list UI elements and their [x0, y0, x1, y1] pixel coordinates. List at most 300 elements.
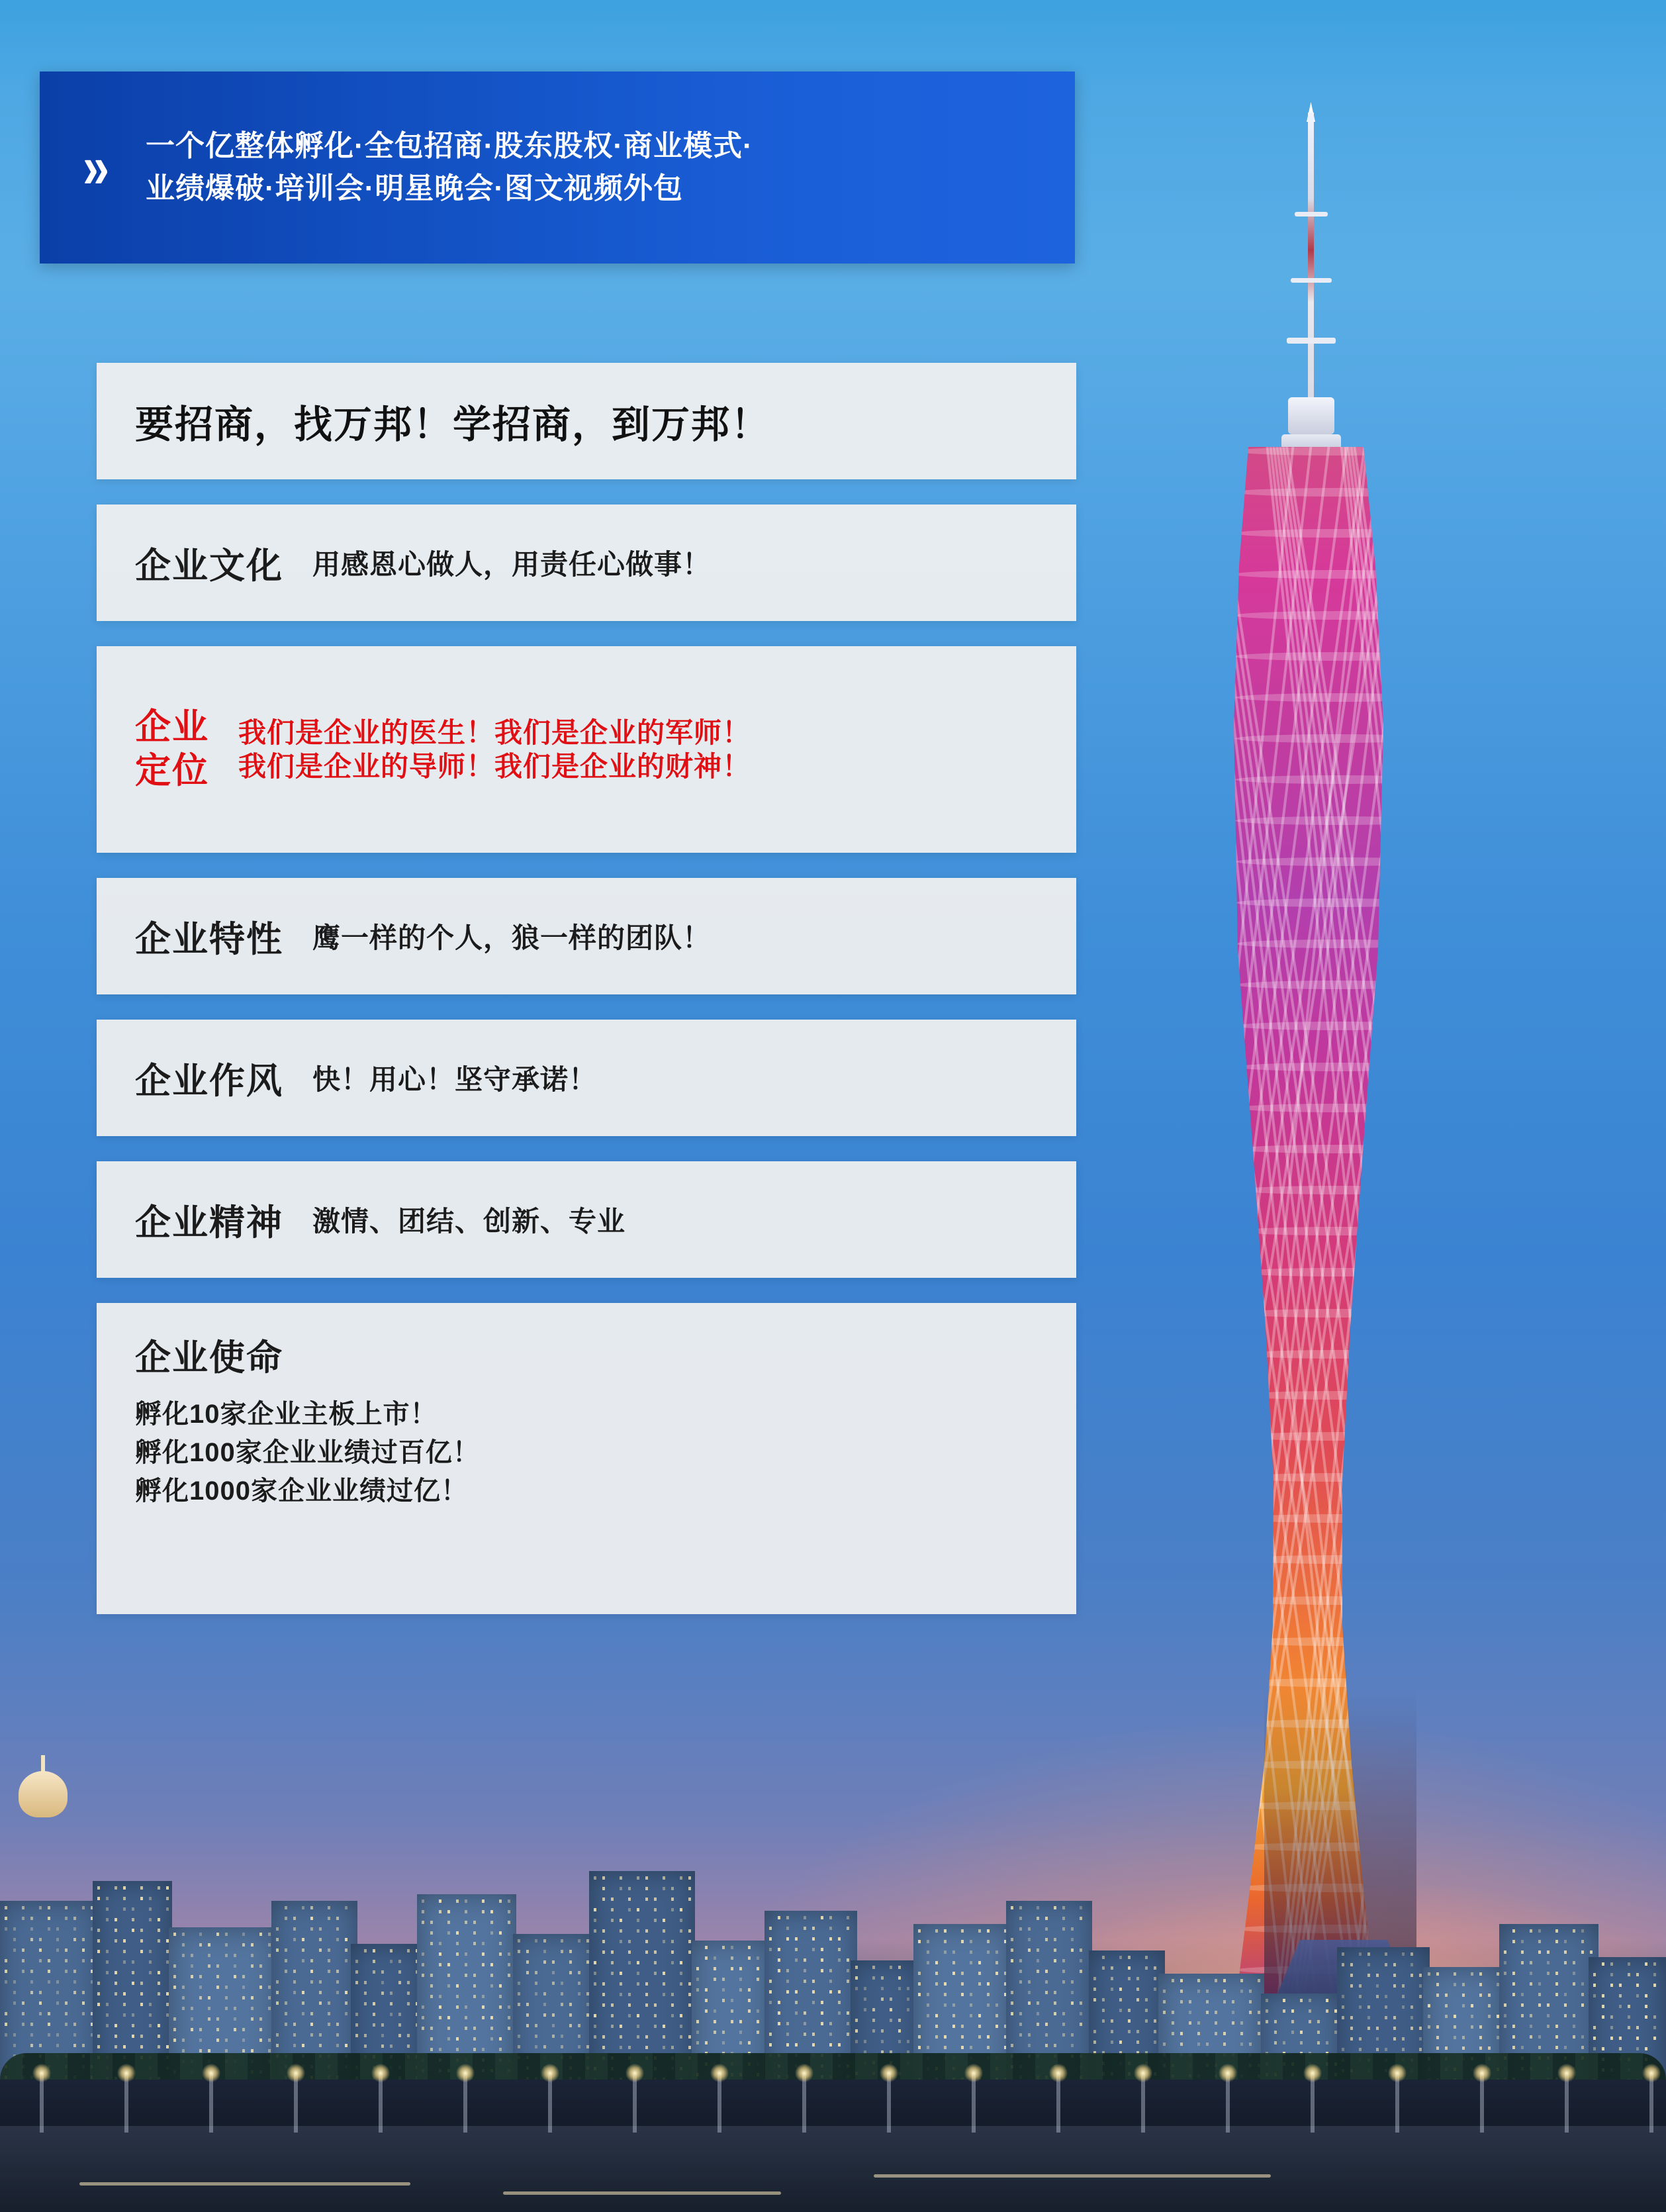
building-window: [140, 1982, 143, 1985]
building-window: [1645, 2005, 1647, 2008]
building-window: [345, 1906, 347, 1909]
building-window: [1512, 1940, 1515, 1943]
building-window: [490, 2027, 493, 2030]
building-window: [1411, 2027, 1413, 2030]
building-window: [1602, 2005, 1604, 2008]
building-window: [795, 2043, 798, 2046]
building-window: [48, 2023, 50, 2026]
building-window: [671, 1908, 674, 1911]
building-window: [302, 1991, 304, 1994]
positioning-rows: [135, 706, 751, 793]
building-window: [1249, 2043, 1252, 2046]
building-window: [30, 1991, 33, 1994]
building-window: [769, 1937, 772, 1941]
building-window: [1538, 2046, 1541, 2049]
building-window: [398, 2013, 401, 2016]
building-window: [48, 1970, 50, 1973]
building-window: [1266, 2009, 1268, 2013]
building-window: [1350, 2027, 1353, 2030]
building-window: [1274, 2041, 1277, 2044]
building-window: [268, 2049, 271, 2052]
building-window: [285, 1917, 287, 1920]
building-window: [173, 2039, 176, 2042]
building-window: [302, 2001, 304, 2005]
building-window: [132, 2013, 134, 2017]
building-window: [39, 1906, 42, 1909]
building-window: [987, 1940, 990, 1943]
building-window: [1154, 1966, 1156, 1970]
building-window: [907, 1987, 909, 1990]
building-window: [39, 2001, 42, 2005]
building-window: [838, 1937, 841, 1941]
building-window: [508, 1974, 510, 1977]
building-window: [1291, 2031, 1294, 2034]
building-window: [1145, 1956, 1148, 1959]
building-window: [1504, 1961, 1506, 1964]
building-window: [1530, 1961, 1532, 1964]
building-window: [1111, 1988, 1113, 1991]
building-window: [302, 2012, 304, 2015]
building-window: [1593, 1984, 1596, 1987]
tower-mast-ring: [1295, 212, 1328, 216]
building-window: [645, 1887, 648, 1890]
building-window: [1206, 2011, 1209, 2014]
building-window: [722, 2031, 725, 2034]
street-lamp: [717, 2073, 721, 2133]
building-window: [952, 1950, 955, 1954]
building-window: [688, 1929, 691, 1933]
building-window: [508, 1963, 510, 1966]
building-window: [535, 2045, 537, 2048]
building-window: [456, 1899, 459, 1903]
building-window: [594, 1972, 596, 1975]
building-window: [73, 1991, 76, 1994]
building-window: [795, 1990, 798, 1994]
building-window: [1011, 1948, 1013, 1952]
building-window: [654, 2003, 657, 2007]
building-window: [1471, 2004, 1473, 2007]
building-window: [182, 2039, 185, 2042]
building-window: [663, 2035, 665, 2039]
building-window: [166, 1897, 169, 1900]
building-window: [1071, 2001, 1074, 2005]
building-window: [1610, 2037, 1613, 2040]
building-window: [1359, 2005, 1362, 2009]
building-window: [345, 2044, 347, 2047]
building-window: [1590, 1950, 1593, 1954]
building-window: [499, 2037, 502, 2041]
building-window: [310, 1980, 313, 1984]
building-window: [1309, 2009, 1311, 2013]
culture-label: 企业文化: [135, 546, 283, 586]
building-window: [786, 1927, 789, 1930]
building-window: [149, 2003, 152, 2006]
building-window: [1172, 2021, 1174, 2025]
building-window: [1054, 2044, 1056, 2047]
building-window: [628, 1898, 631, 1901]
building-window: [149, 1971, 152, 1974]
building-window: [465, 1952, 467, 1956]
building-window: [430, 1931, 433, 1935]
building-window: [1054, 1991, 1056, 1994]
building-window: [680, 1982, 682, 1986]
building-window: [847, 1916, 849, 1919]
building-window: [748, 1988, 751, 1992]
building-window: [757, 2009, 759, 2013]
building-window: [1300, 2041, 1303, 2044]
building-window: [422, 1899, 424, 1903]
building-window: [714, 2009, 716, 2013]
building-window: [1581, 2003, 1584, 2007]
building-window: [1445, 2004, 1448, 2007]
building-window: [285, 2023, 287, 2026]
building-window: [552, 1971, 555, 1974]
building-window: [898, 2040, 901, 2043]
building-window: [364, 1949, 367, 1952]
building-window: [935, 2014, 938, 2017]
building-window: [336, 1991, 339, 1994]
building-window: [123, 1960, 126, 1964]
building-window: [663, 2025, 665, 2028]
building-window: [328, 1959, 330, 1962]
building-window: [594, 1961, 596, 1964]
building-window: [499, 1984, 502, 1988]
building-window: [847, 2011, 849, 2015]
tower-ring: [1237, 1596, 1437, 1605]
building-window: [407, 1949, 410, 1952]
building-window: [769, 1980, 772, 1983]
building-window: [705, 1956, 708, 1960]
building-window: [30, 1938, 33, 1941]
road-light-streak: [874, 2174, 1271, 2178]
building-window: [944, 1993, 947, 1996]
building-window: [1111, 1977, 1113, 1980]
building-window: [569, 1960, 572, 1964]
building-window: [508, 1921, 510, 1924]
building-window: [1258, 2011, 1260, 2014]
building-window: [182, 2049, 185, 2052]
building-window: [847, 1958, 849, 1962]
building-window: [225, 1933, 228, 1936]
building-window: [115, 1971, 117, 1974]
building-window: [336, 2033, 339, 2037]
building-window: [465, 1921, 467, 1924]
building-window: [1385, 1963, 1387, 1966]
building-window: [602, 1950, 605, 1954]
building-window: [680, 1876, 682, 1880]
building-window: [1436, 1983, 1439, 1986]
building-window: [1436, 2025, 1439, 2029]
building-window: [1163, 2043, 1166, 2046]
road-light-streak: [79, 2182, 410, 2186]
building-window: [1062, 1906, 1065, 1909]
building-window: [39, 1948, 42, 1952]
building-window: [838, 1958, 841, 1962]
building-window: [276, 2033, 279, 2037]
tower-ring: [1235, 693, 1440, 702]
building-window: [1547, 1950, 1550, 1954]
building-window: [490, 2037, 493, 2041]
building-window: [259, 2028, 262, 2031]
building-window: [578, 1982, 580, 1985]
building-window: [225, 1986, 228, 1989]
building-window: [1128, 1966, 1131, 1970]
building-window: [978, 2025, 981, 2028]
building-window: [73, 2044, 76, 2047]
building-window: [1619, 2047, 1622, 2050]
building-window: [1602, 2015, 1604, 2019]
building-window: [705, 2041, 708, 2044]
building-window: [115, 1982, 117, 1985]
building-window: [132, 1907, 134, 1911]
building-window: [1062, 2023, 1065, 2026]
building-window: [543, 2003, 546, 2006]
building-window: [132, 1982, 134, 1985]
building-window: [722, 1978, 725, 1981]
building-window: [1019, 1980, 1022, 1984]
building-window: [1119, 1988, 1122, 1991]
building-window: [620, 1940, 622, 1943]
building-window: [663, 1887, 665, 1890]
building-window: [611, 2025, 614, 2028]
street-lamp: [124, 2073, 128, 2133]
building-window: [1197, 2021, 1200, 2025]
building-window: [1628, 2026, 1630, 2029]
building-window: [490, 1963, 493, 1966]
building-window: [216, 2039, 219, 2042]
building-window: [1653, 2015, 1656, 2019]
building-window: [1258, 2021, 1260, 2025]
building-window: [447, 1921, 450, 1924]
building-window: [65, 2001, 68, 2005]
building-window: [829, 1990, 832, 1994]
building-window: [1454, 2036, 1456, 2039]
building-window: [935, 1929, 938, 1933]
building-window: [778, 1916, 780, 1919]
building-window: [518, 1950, 520, 1953]
building-window: [1530, 2025, 1532, 2028]
building-window: [578, 2035, 580, 2038]
tower-ring: [1234, 652, 1440, 661]
building-window: [355, 2013, 358, 2016]
building-window: [422, 2027, 424, 2030]
building-window: [447, 1984, 450, 1988]
building-window: [208, 2049, 210, 2052]
tower-ring: [1237, 1186, 1438, 1194]
building-window: [696, 2031, 699, 2034]
building-window: [390, 2002, 393, 2005]
building-window: [1376, 2048, 1379, 2051]
building-window: [594, 1876, 596, 1880]
building-window: [602, 1898, 605, 1901]
building-window: [1428, 2004, 1430, 2007]
building-window: [251, 2007, 254, 2010]
mission-line-1: 孵化10家企业主板上市！: [135, 1400, 438, 1429]
tower-ring: [1237, 1309, 1437, 1318]
building-window: [149, 1907, 152, 1911]
building-window: [1180, 1979, 1183, 1982]
building-window: [106, 1960, 109, 1964]
building-window: [1249, 2000, 1252, 2003]
building-window: [944, 1929, 947, 1933]
building-window: [1111, 2019, 1113, 2023]
building-window: [671, 1950, 674, 1954]
building-window: [336, 1917, 339, 1920]
building-window: [158, 2045, 160, 2048]
building-window: [696, 2020, 699, 2023]
building-window: [1283, 1999, 1285, 2002]
building-window: [1019, 1970, 1022, 1973]
building-window: [285, 1906, 287, 1909]
building-window: [628, 1908, 631, 1911]
building-window: [302, 2044, 304, 2047]
building-window: [182, 1954, 185, 1957]
building-window: [173, 1933, 176, 1936]
building-window: [1419, 1974, 1422, 1977]
building-window: [1019, 1927, 1022, 1931]
building-window: [1206, 2043, 1209, 2046]
tower-ring: [1234, 447, 1440, 456]
building-window: [82, 2001, 85, 2005]
building-window: [1062, 2033, 1065, 2037]
building-window: [422, 1963, 424, 1966]
building-window: [1488, 2015, 1491, 2018]
building-window: [927, 1961, 929, 1964]
building-window: [1555, 1940, 1558, 1943]
building-window: [1028, 1948, 1031, 1952]
building-window: [1367, 1974, 1370, 1977]
building-window: [1454, 1972, 1456, 1976]
building-window: [465, 1910, 467, 1913]
building-window: [115, 2045, 117, 2048]
building-window: [285, 1970, 287, 1973]
building-window: [97, 1950, 100, 1953]
building-window: [456, 1931, 459, 1935]
building-window: [302, 1959, 304, 1962]
building-window: [310, 2023, 313, 2026]
building-window: [158, 1982, 160, 1985]
building-window: [1054, 1906, 1056, 1909]
building-window: [473, 2027, 476, 2030]
building-window: [345, 1948, 347, 1952]
building-window: [447, 1910, 450, 1913]
building-window: [987, 2003, 990, 2007]
building-window: [1300, 1999, 1303, 2002]
street-lamp: [1395, 2073, 1399, 2133]
building-window: [1581, 1950, 1584, 1954]
building-window: [293, 2023, 296, 2026]
building-window: [132, 1960, 134, 1964]
building-window: [191, 2007, 193, 2010]
building-window: [1037, 2001, 1039, 2005]
building-window: [526, 1960, 529, 1964]
building-window: [663, 2046, 665, 2049]
building-window: [1071, 2033, 1074, 2037]
building-window: [1223, 2032, 1226, 2035]
building-window: [1462, 2046, 1465, 2050]
building-window: [355, 1981, 358, 1984]
building-window: [123, 1939, 126, 1943]
building-window: [208, 1943, 210, 1947]
building-window: [82, 1938, 85, 1941]
building-window: [1385, 1995, 1387, 1998]
building-window: [106, 2003, 109, 2006]
building-window: [191, 1964, 193, 1968]
building-window: [1636, 2026, 1639, 2029]
building-window: [115, 1929, 117, 1932]
building-window: [1189, 2021, 1191, 2025]
building-window: [671, 1993, 674, 1996]
building-window: [927, 2046, 929, 2049]
building-window: [561, 1950, 563, 1953]
building-window: [1093, 1998, 1096, 2001]
building-window: [1359, 1984, 1362, 1988]
building-window: [1628, 1973, 1630, 1976]
building-window: [526, 2003, 529, 2006]
building-window: [1266, 1999, 1268, 2002]
building-window: [1163, 1990, 1166, 1993]
building-window: [490, 1931, 493, 1935]
building-window: [22, 2012, 24, 2015]
building-window: [1636, 1984, 1639, 1987]
building-window: [465, 1963, 467, 1966]
building-window: [48, 2033, 50, 2037]
building-window: [671, 1940, 674, 1943]
building-window: [1080, 1906, 1082, 1909]
building-window: [944, 2035, 947, 2039]
building-window: [456, 2037, 459, 2041]
building-window: [812, 1927, 815, 1930]
building-window: [838, 1990, 841, 1994]
building-window: [543, 1960, 546, 1964]
building-window: [680, 1919, 682, 1922]
building-window: [123, 1897, 126, 1900]
building-window: [508, 1910, 510, 1913]
building-window: [518, 1982, 520, 1985]
positioning-value: [238, 716, 751, 783]
building-window: [381, 2034, 384, 2037]
building-window: [115, 1939, 117, 1943]
building-window: [285, 1948, 287, 1952]
building-window: [1530, 1929, 1532, 1933]
building-window: [5, 2012, 7, 2015]
building-window: [1071, 2044, 1074, 2047]
building-window: [259, 1933, 262, 1936]
building-window: [1019, 1917, 1022, 1920]
building-window: [73, 1927, 76, 1931]
building-window: [1411, 2005, 1413, 2009]
building-window: [293, 2044, 296, 2047]
street-lamp: [802, 2073, 806, 2133]
building-window: [1367, 2016, 1370, 2019]
building-window: [838, 2001, 841, 2004]
building-window: [1581, 2035, 1584, 2039]
building-window: [714, 1956, 716, 1960]
building-window: [1136, 2030, 1139, 2033]
building-window: [970, 1993, 972, 1996]
building-window: [355, 2034, 358, 2037]
building-window: [1317, 2041, 1320, 2044]
building-window: [182, 2007, 185, 2010]
building-window: [447, 1974, 450, 1977]
building-window: [259, 1986, 262, 1989]
building-window: [508, 1899, 510, 1903]
building-window: [987, 1929, 990, 1933]
building-window: [821, 2022, 823, 2025]
building-window: [1054, 2001, 1056, 2005]
building-window: [456, 1952, 459, 1956]
building-window: [182, 1933, 185, 1936]
